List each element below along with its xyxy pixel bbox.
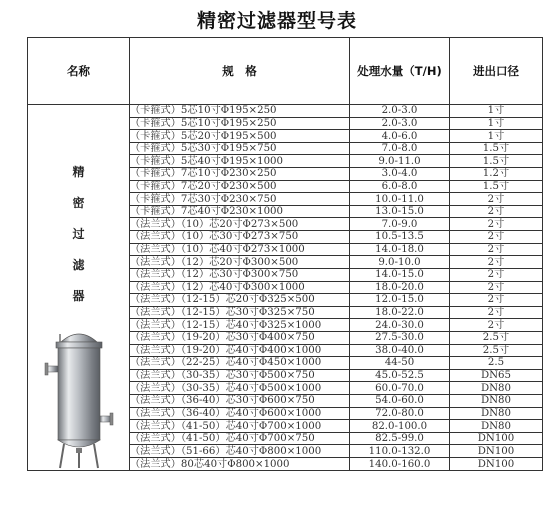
port-cell: DN80	[450, 395, 543, 408]
spec-cell: （卡箍式）5芯20寸Φ195×500	[130, 130, 350, 143]
table-row	[28, 105, 543, 118]
port-cell: DN100	[450, 432, 543, 445]
spec-cell: （法兰式）（10）芯40寸Φ273×1000	[130, 243, 350, 256]
port-cell: DN65	[450, 369, 543, 382]
spec-cell: （卡箍式）5芯10寸Φ195×250	[130, 117, 350, 130]
flow-cell: 13.0-15.0	[350, 205, 450, 218]
port-cell: 2寸	[450, 205, 543, 218]
port-cell: 2寸	[450, 319, 543, 332]
flow-cell: 6.0-8.0	[350, 180, 450, 193]
port-cell: DN80	[450, 382, 543, 395]
header-name: 名称	[28, 38, 130, 105]
flow-cell: 7.0-9.0	[350, 218, 450, 231]
spec-cell: （法兰式）（30-35）芯40寸Φ500×1000	[130, 382, 350, 395]
flow-cell: 9.0-11.0	[350, 155, 450, 168]
spec-cell: （卡箍式）7芯30寸Φ230×750	[130, 193, 350, 206]
flow-cell: 18.0-22.0	[350, 306, 450, 319]
flow-cell: 3.0-4.0	[350, 168, 450, 181]
spec-cell: （法兰式）（41-50）芯40寸Φ700×750	[130, 432, 350, 445]
flow-cell: 10.5-13.5	[350, 231, 450, 244]
flow-cell: 60.0-70.0	[350, 382, 450, 395]
port-cell: 1.5寸	[450, 180, 543, 193]
flow-cell: 14.0-18.0	[350, 243, 450, 256]
filter-vessel-image	[44, 320, 114, 470]
flow-cell: 38.0-40.0	[350, 344, 450, 357]
port-cell: 1寸	[450, 117, 543, 130]
port-cell: 2寸	[450, 306, 543, 319]
spec-cell: （法兰式）（12）芯30寸Φ300×750	[130, 268, 350, 281]
port-cell: 2寸	[450, 281, 543, 294]
port-cell: 2寸	[450, 243, 543, 256]
flow-cell: 24.0-30.0	[350, 319, 450, 332]
port-cell: 1.2寸	[450, 168, 543, 181]
spec-cell: （法兰式）（12）芯40寸Φ300×1000	[130, 281, 350, 294]
spec-cell: （法兰式）（36-40）芯30寸Φ600×750	[130, 395, 350, 408]
port-cell: 1寸	[450, 105, 543, 118]
spec-table	[27, 37, 543, 471]
flow-cell: 82.0-100.0	[350, 420, 450, 433]
table-header-row	[28, 38, 543, 105]
page-title: 精密过滤器型号表	[196, 10, 357, 32]
port-cell: 1.5寸	[450, 155, 543, 168]
port-cell: DN100	[450, 445, 543, 458]
spec-cell: （卡箍式）7芯10寸Φ230×250	[130, 168, 350, 181]
flow-cell: 110.0-132.0	[350, 445, 450, 458]
port-cell: 2寸	[450, 256, 543, 269]
flow-cell: 54.0-60.0	[350, 395, 450, 408]
port-cell: 2寸	[450, 294, 543, 307]
port-cell: 1.5寸	[450, 142, 543, 155]
flow-cell: 44-50	[350, 357, 450, 370]
spec-cell: （法兰式）（12-15）芯20寸Φ325×500	[130, 294, 350, 307]
flow-cell: 7.0-8.0	[350, 142, 450, 155]
port-cell: 2寸	[450, 193, 543, 206]
product-name-cell	[28, 105, 130, 471]
header-spec: 规 格	[130, 38, 350, 105]
spec-cell: （法兰式）（36-40）芯40寸Φ600×1000	[130, 407, 350, 420]
product-name-char: 滤	[72, 258, 85, 272]
spec-cell: （法兰式）（22-25）芯40寸Φ450×1000	[130, 357, 350, 370]
spec-cell: （法兰式）（12-15）芯30寸Φ325×750	[130, 306, 350, 319]
spec-cell: （法兰式）（51-66）芯40寸Φ800×1000	[130, 445, 350, 458]
product-name-char: 密	[72, 196, 85, 210]
header-flow: 处理水量（T/H)	[350, 38, 450, 105]
product-name-char: 器	[72, 289, 85, 303]
spec-cell: （法兰式）（10）芯30寸Φ273×750	[130, 231, 350, 244]
spec-cell: （法兰式）（12）芯20寸Φ300×500	[130, 256, 350, 269]
flow-cell: 2.0-3.0	[350, 117, 450, 130]
flow-cell: 12.0-15.0	[350, 294, 450, 307]
spec-cell: （卡箍式）5芯10寸Φ195×250	[130, 105, 350, 118]
spec-cell: （法兰式）（10）芯20寸Φ273×500	[130, 218, 350, 231]
flow-cell: 4.0-6.0	[350, 130, 450, 143]
spec-cell: （法兰式）（30-35）芯30寸Φ500×750	[130, 369, 350, 382]
spec-cell: （卡箍式）7芯40寸Φ230×1000	[130, 205, 350, 218]
port-cell: DN100	[450, 458, 543, 471]
flow-cell: 10.0-11.0	[350, 193, 450, 206]
port-cell: 2.5	[450, 357, 543, 370]
flow-cell: 2.0-3.0	[350, 105, 450, 118]
product-name-char: 过	[72, 227, 85, 241]
spec-cell: （卡箍式）5芯40寸Φ195×1000	[130, 155, 350, 168]
flow-cell: 27.5-30.0	[350, 331, 450, 344]
port-cell: 1寸	[450, 130, 543, 143]
flow-cell: 72.0-80.0	[350, 407, 450, 420]
port-cell: DN80	[450, 420, 543, 433]
flow-cell: 82.5-99.0	[350, 432, 450, 445]
spec-cell: （法兰式）（41-50）芯40寸Φ700×1000	[130, 420, 350, 433]
spec-cell: （法兰式）（12-15）芯40寸Φ325×1000	[130, 319, 350, 332]
flow-cell: 18.0-20.0	[350, 281, 450, 294]
spec-cell: （法兰式）80芯40寸Φ800×1000	[130, 458, 350, 471]
port-cell: 2寸	[450, 231, 543, 244]
flow-cell: 140.0-160.0	[350, 458, 450, 471]
spec-cell: （卡箍式）7芯20寸Φ230×500	[130, 180, 350, 193]
port-cell: 2寸	[450, 268, 543, 281]
spec-cell: （卡箍式）5芯30寸Φ195×750	[130, 142, 350, 155]
port-cell: DN80	[450, 407, 543, 420]
spec-cell: （法兰式）（19-20）芯30寸Φ400×750	[130, 331, 350, 344]
product-name-char: 精	[72, 165, 85, 179]
port-cell: 2.5寸	[450, 331, 543, 344]
port-cell: 2.5寸	[450, 344, 543, 357]
flow-cell: 14.0-15.0	[350, 268, 450, 281]
flow-cell: 9.0-10.0	[350, 256, 450, 269]
product-name-vertical	[28, 157, 129, 312]
header-port: 进出口径	[450, 38, 543, 105]
flow-cell: 45.0-52.5	[350, 369, 450, 382]
spec-cell: （法兰式）（19-20）芯40寸Φ400×1000	[130, 344, 350, 357]
port-cell: 2寸	[450, 218, 543, 231]
